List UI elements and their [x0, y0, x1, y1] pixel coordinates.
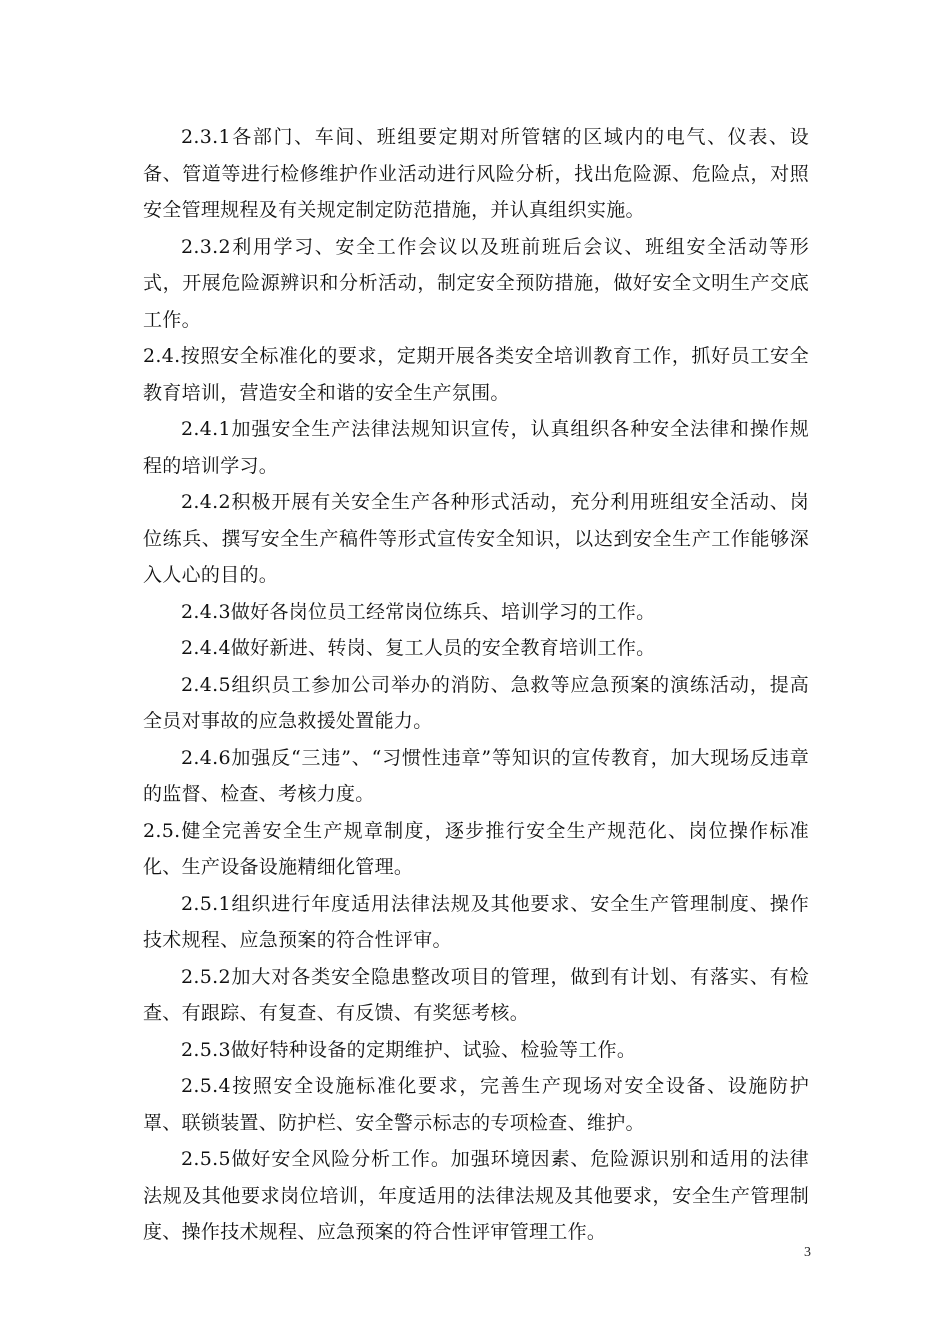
paragraph-2-3-2: 2.3.2利用学习、安全工作会议以及班前班后会议、班组安全活动等形式，开展危险源辨识和分析活动，制定安全预防措施，做好安全文明生产交底工作。 [143, 235, 809, 331]
paragraph-2-5-2: 2.5.2加大对各类安全隐患整改项目的管理，做到有计划、有落实、有检查、有跟踪、有复查、有反馈、有奖惩考核。 [143, 965, 809, 1024]
paragraph-2-5-1: 2.5.1组织进行年度适用法律法规及其他要求、安全生产管理制度、操作技术规程、应急预案的符合性评审。 [143, 892, 809, 951]
paragraph-2-4-1: 2.4.1加强安全生产法律法规知识宣传，认真组织各种安全法律和操作规程的培训学习。 [143, 418, 809, 477]
paragraph-2-5-5: 2.5.5做好安全风险分析工作。加强环境因素、危险源识别和适用的法律法规及其他要求岗位培训，年度适用的法律法规及其他要求，安全生产管理制度、操作技术规程、应急预案的符合性评审管理工作。 [143, 1148, 809, 1243]
paragraph-2-4: 2.4.按照安全标准化的要求，定期开展各类安全培训教育工作，抓好员工安全教育培训，营造安全和谐的安全生产氛围。 [143, 345, 809, 404]
paragraph-2-4-3: 2.4.3做好各岗位员工经常岗位练兵、培训学习的工作。 [181, 600, 656, 623]
page-number: 3 [804, 1245, 811, 1260]
paragraph-2-4-6: 2.4.6加强反“三违”、“习惯性违章”等知识的宣传教育，加大现场反违章的监督、检查、考核力度。 [143, 746, 809, 805]
paragraph-2-4-2: 2.4.2积极开展有关安全生产各种形式活动，充分利用班组安全活动、岗位练兵、撰写安全生产稿件等形式宣传安全知识，以达到安全生产工作能够深入人心的目的。 [143, 491, 809, 586]
paragraph-2-5: 2.5.健全完善安全生产规章制度，逐步推行安全生产规范化、岗位操作标准化、生产设备设施精细化管理。 [143, 819, 809, 878]
paragraph-2-4-5: 2.4.5组织员工参加公司举办的消防、急救等应急预案的演练活动，提高全员对事故的应急救援处置能力。 [143, 673, 809, 732]
paragraph-2-5-4: 2.5.4按照安全设施标准化要求，完善生产现场对安全设备、设施防护罩、联锁装置、防护栏、安全警示标志的专项检查、维护。 [143, 1075, 809, 1134]
paragraph-2-4-4: 2.4.4做好新进、转岗、复工人员的安全教育培训工作。 [181, 637, 656, 659]
paragraph-2-5-3: 2.5.3做好特种设备的定期维护、试验、检验等工作。 [181, 1038, 637, 1061]
document-body [143, 119, 809, 1251]
paragraph-2-3-1: 2.3.1各部门、车间、班组要定期对所管辖的区域内的电气、仪表、设备、管道等进行检修维护作业活动进行风险分析，找出危险源、危险点，对照安全管理规程及有关规定制定防范措施，并认真组织实施。 [143, 126, 809, 221]
